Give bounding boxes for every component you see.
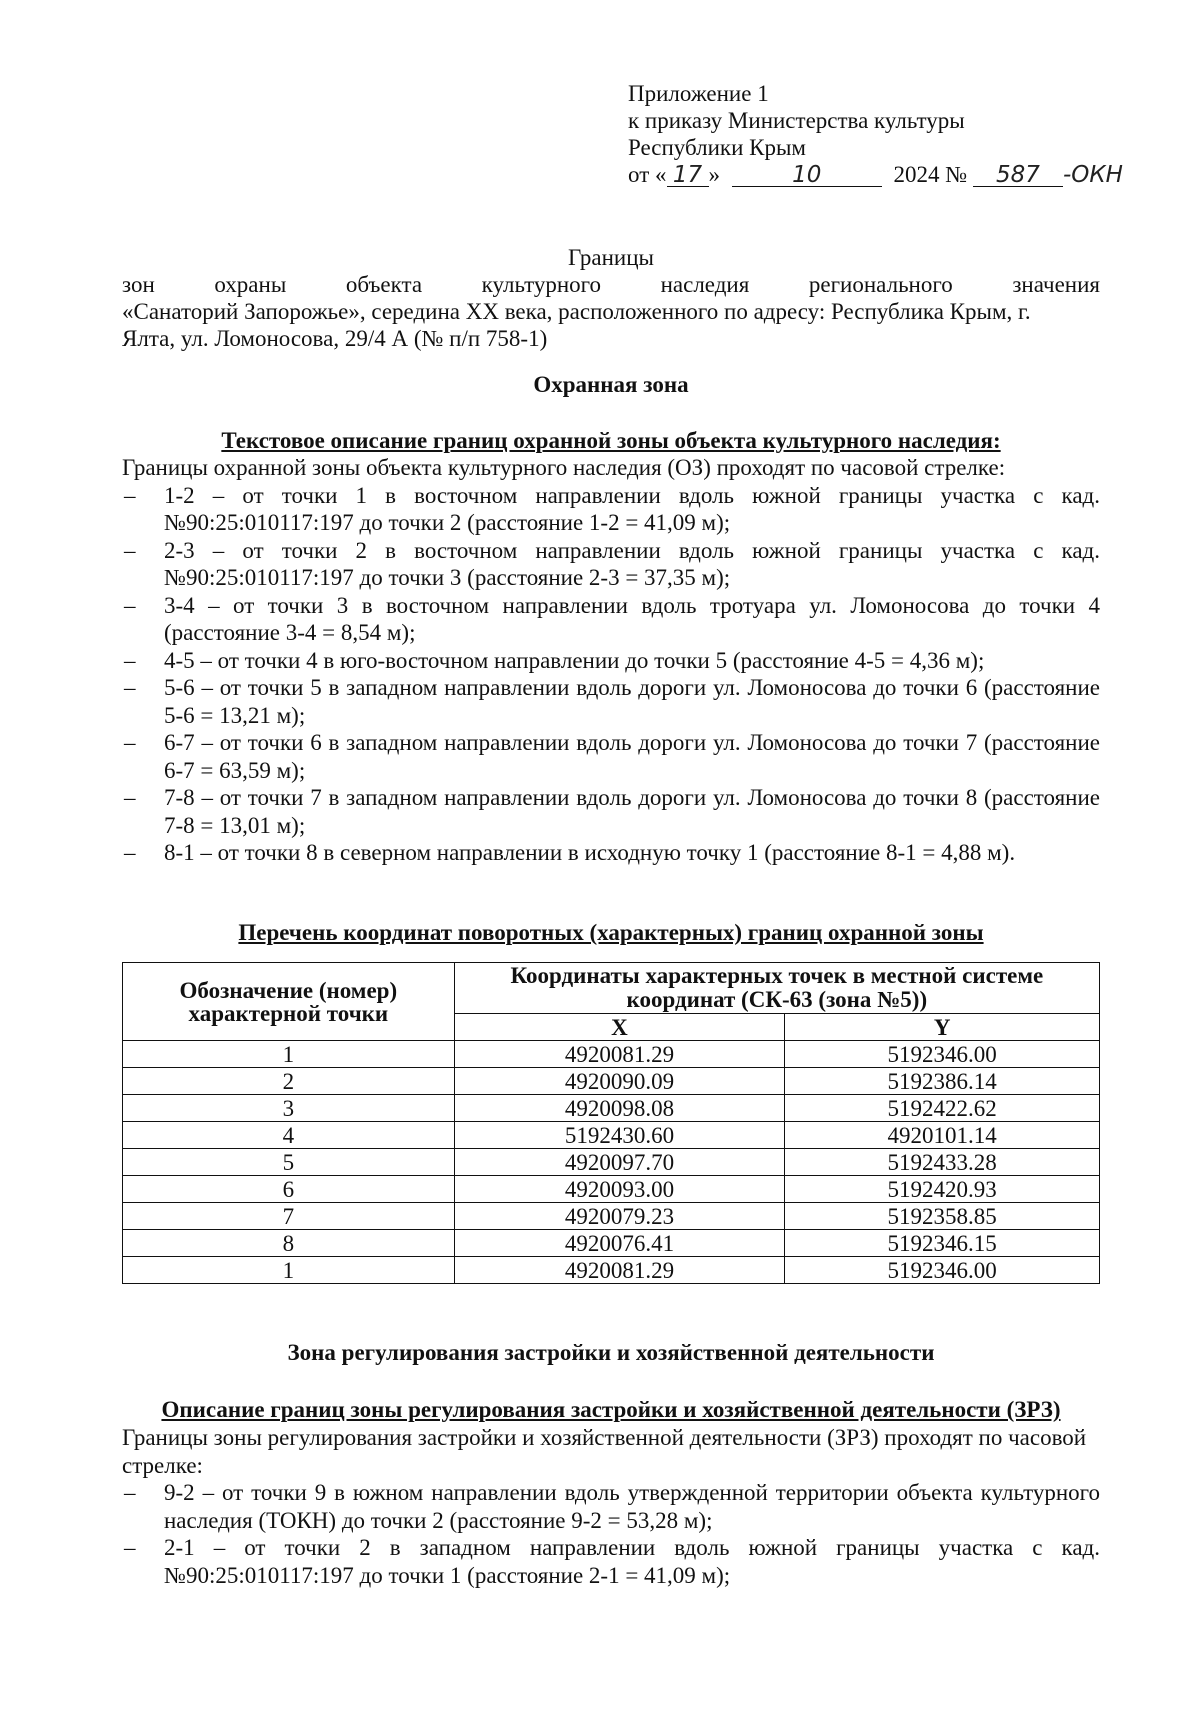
cell-point: 6 [123, 1176, 455, 1203]
cell-x: 4920097.70 [454, 1149, 785, 1176]
cell-x: 4920076.41 [454, 1230, 785, 1257]
cell-x: 4920081.29 [454, 1257, 785, 1284]
list-item: – 9-2 – от точки 9 в южном направлении вдоль утвержденной территории объекта культурного наследия (ТОКН) до точки 2 (расстояние 9-2 = 53,28 м); [122, 1479, 1100, 1534]
handwritten-day: 17 [667, 164, 709, 187]
list-item: – 4-5 – от точки 4 в юго-восточном направлении до точки 5 (расстояние 4-5 = 4,36 м); [122, 647, 1100, 675]
annex-date-line [628, 161, 1148, 189]
list-item: – 2-1 – от точки 2 в западном направлении вдоль южной границы участка с кад. №90:25:010117:197 до точки 1 (расстояние 2-1 = 41,09 м); [122, 1534, 1100, 1589]
cell-x: 4920093.00 [454, 1176, 785, 1203]
list-item: – 6-7 – от точки 6 в западном направлении вдоль дороги ул. Ломоносова до точки 7 (расстояние 6-7 = 63,59 м); [122, 729, 1100, 784]
title-word: Границы [568, 245, 654, 270]
list-item: – 3-4 – от точки 3 в восточном направлении вдоль тротуара ул. Ломоносова до точки 4 (расстояние 3-4 = 8,54 м); [122, 592, 1100, 647]
handwritten-order-suffix: -ОКН [1062, 162, 1123, 188]
protection-zone-subheading: Текстовое описание границ охранной зоны объекта культурного наследия: [221, 428, 1001, 453]
cell-y: 4920101.14 [785, 1122, 1100, 1149]
date-prefix: от « [628, 162, 667, 187]
regulation-zone-intro: Границы зоны регулирования застройки и хозяйственной деятельности (ЗРЗ) проходят по часовой стрелке: [122, 1425, 1087, 1478]
cell-x: 4920098.08 [454, 1095, 785, 1122]
protection-zone-list [122, 482, 1100, 867]
cell-y: 5192358.85 [785, 1203, 1100, 1230]
table-row [123, 1041, 1100, 1068]
table-row [123, 1203, 1100, 1230]
annex-line-1: Приложение 1 [628, 81, 769, 106]
col-header-point: Обозначение (номер) характерной точки [123, 963, 455, 1041]
table-row [123, 1122, 1100, 1149]
handwritten-order-number: 587 [973, 164, 1063, 187]
protection-zone-heading: Охранная зона [533, 372, 689, 397]
table-row [123, 1176, 1100, 1203]
col-header-x: X [454, 1014, 785, 1041]
col-header-y: Y [785, 1014, 1100, 1041]
list-item: – 8-1 – от точки 8 в северном направлении в исходную точку 1 (расстояние 8-1 = 4,88 м). [122, 839, 1100, 867]
coords-table-heading: Перечень координат поворотных (характерных) границ охранной зоны [238, 920, 984, 945]
title-line-2: «Санаторий Запорожье», середина XX века, расположенного по адресу: Республика Крым, г. [122, 299, 1031, 324]
title-line-3: Ялта, ул. Ломоносова, 29/4 А (№ п/п 758-1) [122, 326, 548, 351]
coords-table [122, 962, 1100, 1284]
protection-zone-description [122, 454, 1100, 867]
table-row [123, 1149, 1100, 1176]
list-item: – 7-8 – от точки 7 в западном направлении вдоль дороги ул. Ломоносова до точки 8 (расстояние 7-8 = 13,01 м); [122, 784, 1100, 839]
cell-y: 5192422.62 [785, 1095, 1100, 1122]
regulation-zone-subheading: Описание границ зоны регулирования застройки и хозяйственной деятельности (ЗРЗ) [161, 1397, 1061, 1422]
annex-block [628, 80, 1148, 189]
protection-zone-intro: Границы охранной зоны объекта культурного наследия (ОЗ) проходят по часовой стрелке: [122, 455, 1006, 480]
cell-point: 5 [123, 1149, 455, 1176]
cell-point: 2 [123, 1068, 455, 1095]
annex-line-3: Республики Крым [628, 135, 806, 160]
col-header-coords: Координаты характерных точек в местной системе координат (СК-63 (зона №5)) [454, 963, 1099, 1014]
regulation-zone-list [122, 1479, 1100, 1589]
cell-y: 5192346.15 [785, 1230, 1100, 1257]
cell-point: 1 [123, 1257, 455, 1284]
regulation-zone-heading: Зона регулирования застройки и хозяйственной деятельности [287, 1340, 935, 1365]
cell-y: 5192346.00 [785, 1041, 1100, 1068]
annex-line-2: к приказу Министерства культуры [628, 108, 965, 133]
table-row [123, 1095, 1100, 1122]
list-item: – 2-3 – от точки 2 в восточном направлении вдоль южной границы участка с кад. №90:25:010117:197 до точки 3 (расстояние 2-3 = 37,35 м); [122, 537, 1100, 592]
title-block [122, 244, 1100, 352]
cell-y: 5192346.00 [785, 1257, 1100, 1284]
cell-y: 5192433.28 [785, 1149, 1100, 1176]
cell-y: 5192386.14 [785, 1068, 1100, 1095]
regulation-zone-description [122, 1424, 1100, 1589]
date-mid: » [708, 162, 720, 187]
year-number-label: 2024 № [893, 162, 968, 187]
cell-x: 4920090.09 [454, 1068, 785, 1095]
cell-point: 1 [123, 1041, 455, 1068]
cell-point: 8 [123, 1230, 455, 1257]
list-item: – 1-2 – от точки 1 в восточном направлении вдоль южной границы участка с кад. №90:25:010117:197 до точки 2 (расстояние 1-2 = 41,09 м); [122, 482, 1100, 537]
table-row [123, 1230, 1100, 1257]
cell-point: 3 [123, 1095, 455, 1122]
handwritten-month: 10 [732, 164, 882, 187]
cell-point: 4 [123, 1122, 455, 1149]
table-row [123, 1257, 1100, 1284]
cell-x: 5192430.60 [454, 1122, 785, 1149]
cell-y: 5192420.93 [785, 1176, 1100, 1203]
list-item: – 5-6 – от точки 5 в западном направлении вдоль дороги ул. Ломоносова до точки 6 (расстояние 5-6 = 13,21 м); [122, 674, 1100, 729]
cell-x: 4920081.29 [454, 1041, 785, 1068]
cell-x: 4920079.23 [454, 1203, 785, 1230]
cell-point: 7 [123, 1203, 455, 1230]
title-line-1: зон охраны объекта культурного наследия регионального значения [122, 272, 1100, 297]
table-row [123, 1068, 1100, 1095]
